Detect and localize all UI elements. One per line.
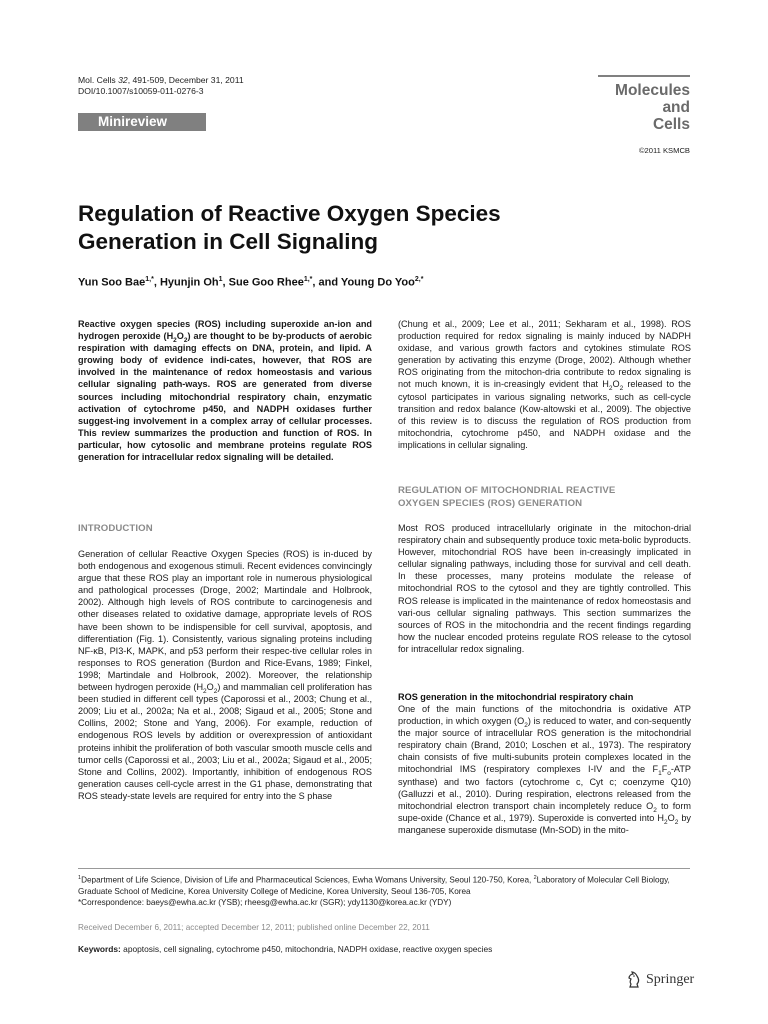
introduction-text: Generation of cellular Reactive Oxygen Species (ROS) is in-duced by both endogenous and exogenous stimuli. Recent evidences convincingly argue that these ROS play an important role in numerous physiological and pathological processes (Droge, 2002; Martindale and Holbrook, 2002). Although high levels of ROS contribute to carcinogenesis and other diseases related to oxidative damage, appropriate levels of ROS have been shown to be indispensible for cell survival, apoptosis, and differentiation (Fig. 1). Consistently, various signaling proteins including NF-κB, PI3-K, MAPK, and p53 perform their respec-tive cellular roles in responses to ROS generation (Burdon and Rice-Evans, 1989; Finkel, 1998; Martindale and Holbrook, 2002). Moreover, the relationship between hydrogen peroxide $(H_2O_2)$ and mammalian cell proliferation has been studied in different cell types (Caporossi et al., 2003; Chung et al., 2009; Liu et al., 2002a; Na et al., 2008; Sigaud et al., 2005; Stone and Collins, 2002; Stone and Yang, 2006). For example, reduction of endogenous ROS levels by addition or overexpression of antioxidant proteins inhibit the proliferation of both vascular smooth muscle cells and tumor cells (Caporossi et al., 2003; Liu et al., 2002a; Sigaud et al., 2005; Stone and Collins, 2002). Importantly, inhibition of endogenous ROS generation causes cell-cycle arrest in the G1 phase, demonstrating that ROS steady-state levels are required for entry into the S phase bbox=[78, 549, 372, 801]
keywords: Keywords: apoptosis, cell signaling, cytochrome p450, mitochondria, NADPH oxidase, reactive oxygen species bbox=[78, 944, 493, 954]
brand-rule bbox=[598, 75, 690, 77]
footnote-rule bbox=[78, 868, 690, 869]
affiliations: $^1$Department of Life Science, Division of Life and Pharmaceutical Sciences, Ewha Womans University, Seoul 120-750, Korea, $^2$Laboratory of Molecular Cell Biology, Graduate School of Medicine, Korea University College of Medicine, Korea University, Seoul 136-705, Korea *Correspondence: baeys@ewha.ac.kr (YSB); rheesg@ewha.ac.kr (SGR); ydy1130@korea.ac.kr (YDY) bbox=[78, 873, 690, 908]
section-heading-mitochondrial-ros: REGULATION OF MITOCHONDRIAL REACTIVE OXYGEN SPECIES (ROS) GENERATION bbox=[398, 485, 616, 509]
section-heading-introduction: INTRODUCTION bbox=[78, 523, 153, 534]
copyright: ©2011 KSMCB bbox=[638, 146, 690, 155]
correspondence: *Correspondence: baeys@ewha.ac.kr (YSB); rheesg@ewha.ac.kr (SGR); ydy1130@korea.ac.kr (YDY) bbox=[78, 898, 452, 908]
subheading-ros-generation: ROS generation in the mitochondrial respiratory chain bbox=[398, 692, 634, 702]
springer-knight-icon bbox=[626, 970, 642, 988]
abstract: Reactive oxygen species (ROS) including superoxide an-ion and hydrogen peroxide $(H_2O_2)$ are thought to be by-products of aerobic respiration with damaging effects on DNA, protein, and lipid. A growing body of evidence indi-cates, however, that ROS are involved in the maintenance of redox homeostasis and various cellular signaling path-ways. ROS are generated from diverse sources including mitochondrial respiratory chain, enzymatic activation of cytochrome p450, and NADPH oxidases further suggest-ing involvement in a complex array of cellular processes. This review summarizes the production and function of ROS. In particular, how cytosolic and membrane proteins regulate ROS generation for intracellular redox signaling will be detailed. bbox=[78, 319, 372, 463]
right-column-text-2: Most ROS produced intracellularly originate in the mitochon-drial respiratory chain and subsequently produce toxic meta-bolic byproducts. However, mitochondrial ROS have been in-creasingly implicated in cellular signaling pathways, including those for survival and cell death. In these processes, many proteins modulate the release of mitochondrial ROS to the cytosol and they are tightly controlled. This ROS release is implicated in the maintenance of redox homeostasis and vari-ous cellular signaling pathways. This section summarizes the sources of ROS in the mitochondria and the recent findings regarding how the nuclear encoded proteins regulate ROS release to the cytosol for intracellular redox signaling. bbox=[398, 523, 691, 654]
article-type-badge: Minireview bbox=[78, 113, 206, 131]
publisher-logo: Springer bbox=[626, 970, 694, 988]
right-column-text-3: One of the main functions of the mitochondria is oxidative ATP production, in which oxygen $(O_2)$ is reduced to water, and con-sequently the major source of intracellular ROS generation is the mitochondrial respiratory chain (Brand, 2010; Loschen et al., 1973). The respiratory chain consists of five multi-subunits protein complexes located in the mitochondrial IMS (respiratory complexes I-IV and the $F_1F_o$-ATP synthase) and two factors (cytochrome c, Cyt c; coenzyme Q10) (Galluzzi et al., 2010). During respiration, electrons released from the mitochondrial electron transport chain incompletely reduce $O_2$ to form supe-oxide (Chance et al., 1979). Superoxide is converted into $H_2O_2$ by manganese superoxide dismutase (Mn-SOD) in the mito- bbox=[398, 704, 691, 835]
right-column-text-1: (Chung et al., 2009; Lee et al., 2011; Sekharam et al., 1998). ROS production required for redox signaling is mainly induced by NADPH oxidase, and various growth factors and cytokines stimulate ROS generation by activating this enzyme (Droge, 2002). Although whether ROS originating from the mitochon-dria contribute to redox signaling is not much known, it is in-creasingly evident that $H_2O_2$ released to the cytosol participates in various signaling networks, such as cell-cycle transition and redox balance (Kow-altowski et al., 2009). The objective of this review is to discuss the regulation of ROS production from mitochondria, cytochrome p450, and NADPH oxidase and the implications in cellular signaling. bbox=[398, 319, 691, 450]
journal-brand: Molecules and Cells bbox=[615, 82, 690, 133]
author-list: Yun Soo Bae$^{1,*}$, Hyunjin Oh$^1$, Sue Goo Rhee$^{1,*}$, and Young Do Yoo$^{2,*}$ bbox=[78, 276, 424, 289]
paper-title: Regulation of Reactive Oxygen Species Generation in Cell Signaling bbox=[78, 201, 501, 254]
citation-line: Mol. Cells 32, 491-509, December 31, 2011 DOI/10.1007/s10059-011-0276-3 bbox=[78, 75, 244, 96]
received-dates: Received December 6, 2011; accepted December 12, 2011; published online December 22, 2011 bbox=[78, 923, 430, 932]
doi: DOI/10.1007/s10059-011-0276-3 bbox=[78, 86, 204, 96]
